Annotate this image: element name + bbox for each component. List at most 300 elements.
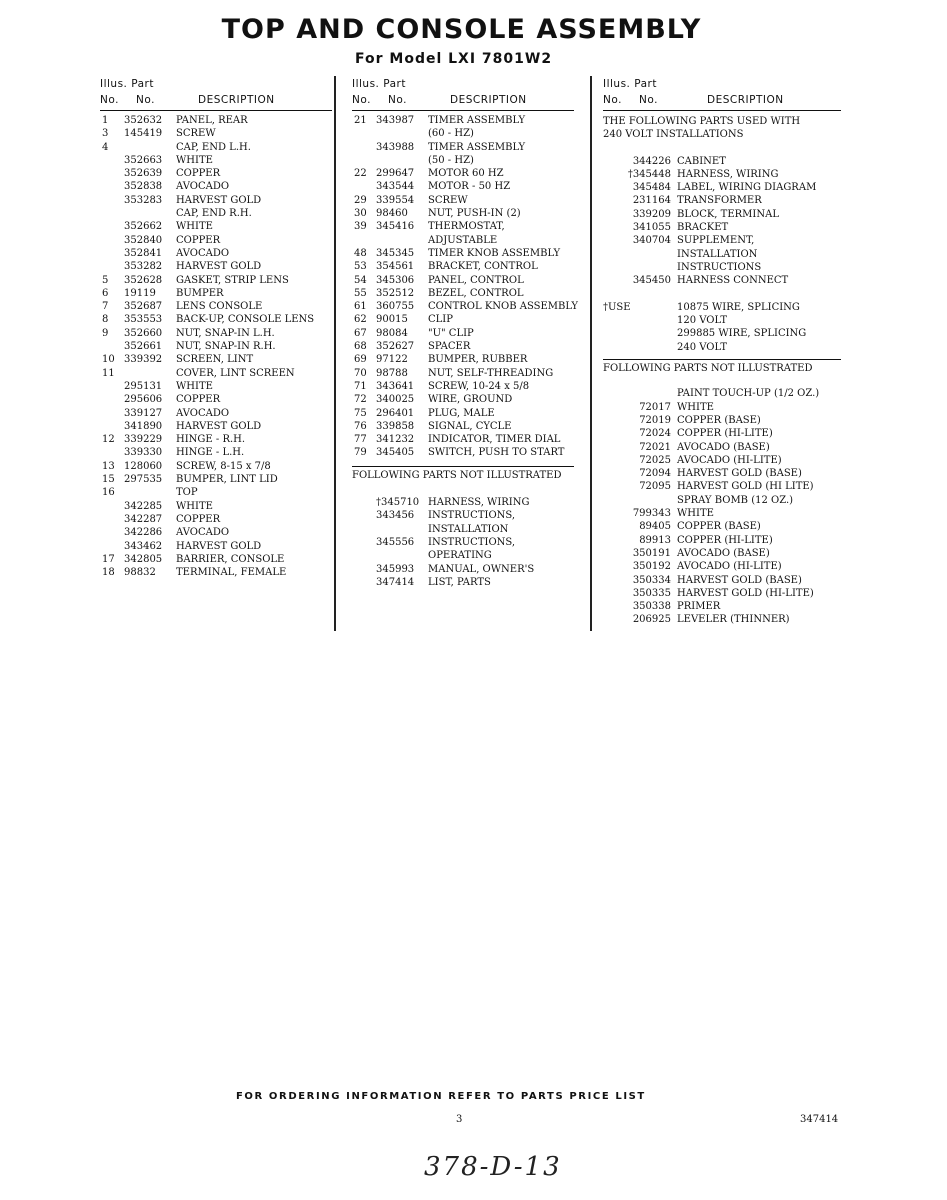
part-row [100,300,332,313]
part-description: NUT, SNAP-IN R.H. [176,341,276,353]
parts-list [100,114,332,579]
part-description: (50 - HZ) [428,154,474,166]
part-description: WHITE [677,508,714,520]
part-number: 297535 [124,474,163,486]
part-row [352,549,574,562]
part-row [352,420,574,433]
part-number: 352628 [124,274,163,286]
part-number: 343987 [376,115,415,126]
part-number: 352663 [124,154,163,166]
part-number: 339858 [376,420,415,432]
part-row [603,194,841,207]
part-row [603,534,841,547]
part-description: PAINT TOUCH-UP (1/2 OZ.) [677,388,820,400]
part-row [100,513,332,526]
part-row [352,234,574,247]
parts-list [603,387,841,626]
part-row [352,247,574,260]
part-description: CONTROL KNOB ASSEMBLY [428,301,578,313]
section-intro-line: 240 VOLT INSTALLATIONS [603,129,744,141]
part-number: 206925 [632,614,671,626]
part-description: MANUAL, OWNER'S [428,563,535,575]
part-row [100,194,332,207]
part-description: SCREW [176,128,216,140]
part-row [100,287,332,300]
parts-list [352,114,578,460]
part-number: 98832 [124,567,156,579]
part-row [352,327,574,340]
part-row [603,208,841,221]
part-row [100,340,332,353]
illus-label: Illus. [100,78,128,90]
part-description: AVOCADO (BASE) [677,441,770,453]
part-number: 72094 [639,468,671,480]
part-row [352,260,574,273]
part-row [603,234,841,247]
part-row [603,427,841,440]
part-row [100,486,332,499]
illus-number: 69 [354,354,367,366]
part-description: SCREEN, LINT [176,354,254,366]
part-description: LIST, PARTS [428,576,491,588]
part-description: AVOCADO (HI-LITE) [677,454,782,466]
illus-number: 62 [354,314,367,326]
part-row [603,168,841,181]
part-description: AVOCADO [176,181,230,193]
part-row [603,301,841,314]
part-description: HARNESS, WIRING [428,497,530,509]
part-description: CAP, END L.H. [176,141,251,153]
part-number: 350334 [632,574,671,586]
part-number: 343641 [376,380,415,392]
part-number: 354561 [376,261,415,273]
part-row [100,420,332,433]
part-description: BRACKET [677,222,729,234]
part-description: COPPER (HI-LITE) [677,534,773,546]
part-row [603,221,841,234]
column-divider [590,76,592,631]
part-row [100,154,332,167]
part-row [603,454,841,467]
part-description: WIRE, GROUND [428,394,513,406]
part-number: 345306 [376,274,415,286]
part-number: 352840 [124,234,163,246]
part-description: HARVEST GOLD [176,261,262,273]
part-row [100,260,332,273]
illus-label: Illus. [352,78,380,90]
part-description: "U" CLIP [428,327,474,339]
illus-number: 7 [102,301,109,313]
illus-number: 16 [102,487,115,499]
part-description: CAP, END R.H. [176,208,252,220]
part-description: HARVEST GOLD (BASE) [677,574,802,586]
part-number: 98788 [376,367,408,379]
handwritten-note: 378-D-13 [424,1152,562,1182]
illus-number: 10 [102,354,115,366]
part-number: 72025 [639,454,671,466]
parts-column-3 [603,78,841,627]
illus-number: 67 [354,327,367,339]
part-description: HINGE - L.H. [176,447,245,459]
part-number: 799343 [632,508,671,520]
section-divider [352,466,574,467]
part-description: COVER, LINT SCREEN [176,367,295,379]
part-description: CABINET [677,155,726,167]
part-row [100,114,332,127]
part-description: HARNESS CONNECT [677,275,789,287]
illus-number: 76 [354,420,367,432]
part-row [352,576,574,589]
part-row [603,494,841,507]
part-row [100,460,332,473]
part-description: HINGE - R.H. [176,434,246,446]
illus-number: 4 [102,141,109,153]
part-row [352,523,574,536]
part-row [100,327,332,340]
part-row [352,509,574,522]
part-row [100,353,332,366]
part-row [352,127,574,140]
part-number: 339554 [376,194,415,206]
part-number: 352838 [124,181,163,193]
part-row [603,288,841,301]
part-number: 360755 [376,301,415,313]
part-description: INSTRUCTIONS, [428,510,516,522]
part-number: 343988 [376,141,415,153]
illus-number: 8 [102,314,109,326]
part-description: OPERATING [428,550,492,562]
part-description: HARNESS, WIRING [677,168,779,180]
illus-number: 11 [102,367,115,379]
part-row [100,167,332,180]
part-description: AVOCADO [176,527,230,539]
parts-column-1 [100,78,332,579]
part-number: 352660 [124,327,163,339]
part-number: 341232 [376,434,415,446]
part-number: 350335 [632,587,671,599]
part-row [100,553,332,566]
column-header [603,78,841,111]
part-description: BARRIER, CONSOLE [176,553,285,565]
part-row [603,314,841,327]
part-number: 339229 [124,434,163,446]
part-number: 352661 [124,341,163,353]
part-row [352,407,574,420]
parts-column-2 [352,78,578,589]
part-row [603,274,841,287]
part-description: BUMPER, RUBBER [428,354,528,366]
part-description: INSTALLATION [428,523,509,535]
part-row [603,467,841,480]
usage-note: †USE [603,301,631,313]
part-number: 72095 [639,481,671,493]
part-number: 352627 [376,341,415,353]
part-description: BRACKET, CONTROL [428,261,538,273]
description-label: DESCRIPTION [198,94,275,106]
no-label: No. [100,94,119,106]
part-number: 345416 [376,221,415,233]
part-description: 299885 WIRE, SPLICING [677,328,807,340]
part-row [352,536,574,549]
part-number: 231164 [632,195,671,207]
part-row [100,566,332,579]
illus-number: 54 [354,274,367,286]
part-description: WHITE [176,500,213,512]
part-number: 345993 [376,563,415,575]
part-description: SIGNAL, CYCLE [428,420,512,432]
part-description: WHITE [176,154,213,166]
part-row [100,127,332,140]
part-row [352,114,574,127]
part-row [100,473,332,486]
part-description: PANEL, REAR [176,115,248,126]
part-number: 339209 [632,208,671,220]
part-row [603,341,841,354]
part-row [100,141,332,154]
part-label: Part [383,78,406,90]
part-number: 19119 [124,287,156,299]
model-subtitle: For Model LXI 7801W2 [355,51,553,67]
part-description: COPPER (BASE) [677,521,761,533]
illus-number: 6 [102,287,109,299]
part-row [352,287,574,300]
part-row [352,141,574,154]
part-row [100,433,332,446]
illus-number: 70 [354,367,367,379]
part-description: AVOCADO (HI-LITE) [677,561,782,573]
part-row [603,181,841,194]
part-description: WHITE [176,221,213,233]
parts-list [352,496,574,589]
illus-number: 55 [354,287,367,299]
part-number: 339392 [124,354,163,366]
illus-number: 71 [354,380,367,392]
part-number: 299647 [376,168,415,180]
part-row [352,496,574,509]
illus-number: 72 [354,394,367,406]
part-description: BACK-UP, CONSOLE LENS [176,314,315,326]
part-row [603,441,841,454]
part-description: TIMER ASSEMBLY [428,115,526,126]
part-number: 352632 [124,115,163,126]
part-row [100,367,332,380]
part-description: AVOCADO [176,407,230,419]
part-row [603,414,841,427]
part-number: 97122 [376,354,408,366]
part-description: INSTRUCTIONS, [428,536,516,548]
part-description: PANEL, CONTROL [428,274,524,286]
part-row [100,274,332,287]
part-description: PRIMER [677,601,721,613]
part-row [352,180,574,193]
part-row [603,574,841,587]
part-number: 342285 [124,500,163,512]
part-number: 89913 [639,534,671,546]
part-description: NUT, SNAP-IN L.H. [176,327,275,339]
part-row [352,154,574,167]
illus-number: 3 [102,128,109,140]
part-description: TOP [176,487,198,499]
no-label: No. [639,94,658,106]
part-description: (60 - HZ) [428,128,474,140]
part-number: 345405 [376,447,415,459]
part-number: 339330 [124,447,163,459]
part-number: 90015 [376,314,408,326]
part-row [352,353,574,366]
part-description: 120 VOLT [677,315,728,327]
part-description: BLOCK, TERMINAL [677,208,779,220]
part-number: 350338 [632,601,671,613]
part-row [603,560,841,573]
part-description: COPPER [176,168,221,180]
part-row [603,261,841,274]
part-row [100,313,332,326]
part-description: HARVEST GOLD (BASE) [677,468,802,480]
part-row [100,526,332,539]
part-row [100,234,332,247]
part-description: TIMER KNOB ASSEMBLY [428,247,561,259]
part-number: 145419 [124,128,163,140]
part-description: SCREW, 8-15 x 7/8 [176,460,271,472]
illus-number: 9 [102,327,109,339]
part-description: LABEL, WIRING DIAGRAM [677,182,817,194]
illus-number: 13 [102,460,115,472]
part-number: 352841 [124,247,163,259]
part-description: INDICATOR, TIMER DIAL [428,434,561,446]
illus-number: 75 [354,407,367,419]
illus-number: 17 [102,553,115,565]
part-row [352,194,574,207]
part-row [352,167,574,180]
part-number: 72019 [639,414,671,426]
part-description: BUMPER [176,287,224,299]
part-description: NUT, SELF-THREADING [428,367,554,379]
no-label: No. [352,94,371,106]
part-number: 72024 [639,428,671,440]
illus-number: 21 [354,115,367,126]
part-number: 295131 [124,380,163,392]
part-description: GASKET, STRIP LENS [176,274,289,286]
part-row [100,407,332,420]
no-label: No. [603,94,622,106]
part-row [603,520,841,533]
part-row [603,613,841,626]
page-number: 3 [456,1114,463,1125]
part-row [352,446,574,459]
part-number: †345710 [376,497,420,509]
part-description: SWITCH, PUSH TO START [428,447,565,459]
illus-number: 39 [354,221,367,233]
part-row [352,433,574,446]
part-number: 345450 [632,275,671,287]
part-description: HARVEST GOLD [176,540,262,552]
part-row [100,393,332,406]
part-number: 341055 [632,222,671,234]
part-row [352,207,574,220]
part-row [352,563,574,576]
part-number: 342287 [124,513,163,525]
part-description: HARVEST GOLD (HI LITE) [677,481,814,493]
part-number: 340025 [376,394,415,406]
part-number: 342286 [124,527,163,539]
part-row [603,327,841,340]
part-row [100,247,332,260]
page-title: TOP AND CONSOLE ASSEMBLY [221,14,702,45]
part-number: 89405 [639,521,671,533]
part-row [603,155,841,168]
part-row [352,274,574,287]
part-number: 296401 [376,407,415,419]
part-description: COPPER [176,513,221,525]
illus-number: 68 [354,341,367,353]
part-row [100,500,332,513]
document-number: 347414 [800,1114,839,1125]
part-row [352,220,574,233]
illus-number: 77 [354,434,367,446]
part-description: COPPER [176,394,221,406]
part-row [352,300,578,313]
part-row [603,248,841,261]
part-row [352,393,574,406]
part-row [100,220,332,233]
part-row [100,380,332,393]
part-number: 345556 [376,536,415,548]
part-description: ADJUSTABLE [428,234,498,246]
illus-number: 12 [102,434,115,446]
section-divider [603,359,841,360]
part-number: 345484 [632,182,671,194]
part-description: INSTALLATION [677,248,758,260]
illus-number: 22 [354,168,367,180]
part-description: PLUG, MALE [428,407,495,419]
part-description: TRANSFORMER [677,195,762,207]
part-description: AVOCADO [176,247,230,259]
section-intro-line: THE FOLLOWING PARTS USED WITH [603,116,801,127]
part-row [603,480,841,493]
description-label: DESCRIPTION [450,94,527,106]
part-description: SCREW, 10-24 x 5/8 [428,380,530,392]
illus-number: 15 [102,474,115,486]
part-row [352,313,574,326]
part-label: Part [131,78,154,90]
part-description: 10875 WIRE, SPLICING [677,301,800,313]
parts-list [603,155,841,354]
illus-number: 53 [354,261,367,273]
part-number: 347414 [376,576,415,588]
part-row [603,507,841,520]
part-description: SCREW [428,194,468,206]
part-description: TERMINAL, FEMALE [176,567,287,579]
column-header [352,78,574,111]
part-row [603,547,841,560]
part-description: THERMOSTAT, [428,221,505,233]
illus-number: 48 [354,247,367,259]
illus-label: Illus. [603,78,631,90]
illus-number: 1 [102,115,109,126]
part-description: AVOCADO (BASE) [677,547,770,559]
part-number: 352662 [124,221,163,233]
illus-number: 61 [354,301,367,313]
part-number: 353553 [124,314,163,326]
part-row [100,207,332,220]
description-label: DESCRIPTION [707,94,784,106]
part-number: 72017 [639,401,671,413]
part-description: COPPER [176,234,221,246]
part-description: MOTOR - 50 HZ [428,181,511,193]
part-number: 342805 [124,553,163,565]
part-description: WHITE [677,401,714,413]
part-description: BEZEL, CONTROL [428,287,524,299]
